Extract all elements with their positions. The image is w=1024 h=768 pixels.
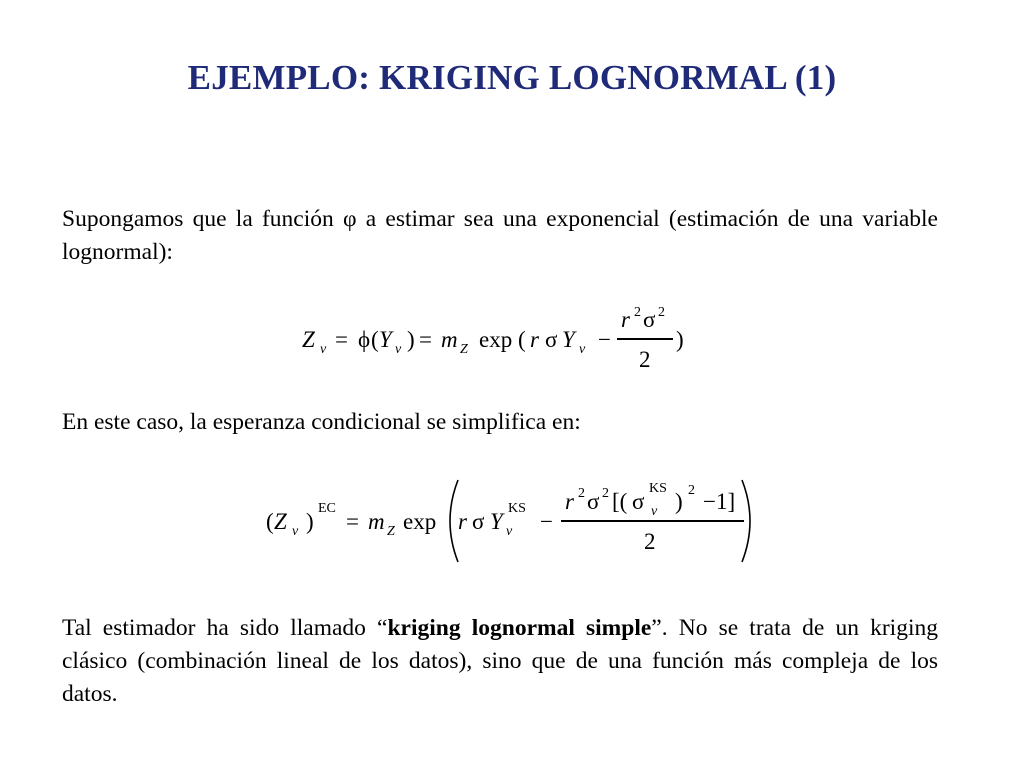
eq1-num-sigma: σ [643, 307, 656, 332]
paragraph-intro: Supongamos que la función φ a estimar sea una exponencial (estimación de una variable lognormal): [62, 206, 938, 265]
eq2-num-sub-v: v [651, 504, 658, 519]
eq2-num-sigma2: σ [632, 489, 645, 514]
eq2-num-exp-2c: 2 [688, 483, 695, 498]
eq2-num-r: r [565, 489, 574, 514]
eq2-denominator: 2 [644, 529, 656, 554]
eq2-sup-EC: EC [318, 501, 336, 516]
eq2-exp: exp [403, 509, 437, 534]
eq1-m: m [441, 327, 458, 352]
eq2-left-big-paren [440, 478, 462, 564]
eq2-lparen: ( [266, 509, 274, 534]
eq2-fraction-bar [561, 520, 744, 522]
eq2-sub-v2: v [506, 524, 513, 539]
eq1-phi: ϕ [358, 327, 371, 352]
eq2-sub-Z: Z [387, 524, 395, 539]
eq1-exp: exp [479, 327, 513, 352]
eq1-Y: Y [379, 327, 392, 352]
eq1-sub-v3: v [579, 342, 586, 357]
eq2-num-minus-one: −1] [703, 489, 736, 514]
eq2-num-sup-KS: KS [649, 481, 667, 496]
eq1-lparen2: ( [518, 327, 526, 352]
eq1-equals: = [335, 327, 348, 352]
eq1-minus: − [598, 327, 611, 352]
eq1-sub-v2: v [395, 342, 402, 357]
eq1-lparen: ( [371, 327, 379, 352]
eq1-fraction-bar [617, 338, 673, 340]
paragraph-conclusion [62, 612, 938, 711]
conclusion-text-after: ”. No se trata de un kriging clásico (combinación lineal de los datos), sino que de una función más compleja de los datos. [62, 615, 938, 707]
eq2-equals: = [346, 509, 359, 534]
eq2-num-lbracket: [( [612, 489, 628, 514]
eq1-sub-v: v [320, 342, 327, 357]
eq2-sub-v: v [292, 524, 299, 539]
eq2-num-rparen: ) [675, 489, 683, 514]
eq2-num-sigma: σ [587, 489, 600, 514]
eq2-sup-KS: KS [508, 501, 526, 516]
eq2-r: r [458, 509, 467, 534]
eq2-Y: Y [490, 509, 503, 534]
eq2-minus: − [540, 509, 553, 534]
eq2-num-exp-2b: 2 [602, 486, 609, 501]
eq1-rparen: ) [407, 327, 415, 352]
eq1-num-r: r [621, 307, 630, 332]
eq1-Z: Z [302, 327, 315, 352]
eq2-rparen: ) [306, 509, 314, 534]
slide-title: EJEMPLO: KRIGING LOGNORMAL (1) [187, 58, 837, 97]
eq1-num-exp-2b: 2 [658, 305, 665, 320]
eq1-rparen2: ) [676, 327, 684, 352]
eq1-denominator: 2 [639, 347, 651, 372]
eq1-equals2: = [419, 327, 432, 352]
eq2-right-big-paren [738, 478, 760, 564]
eq2-Z: Z [274, 509, 287, 534]
eq2-m: m [368, 509, 385, 534]
conclusion-text-before: Tal estimador ha sido llamado “ [62, 615, 388, 641]
eq1-r: r [530, 327, 539, 352]
eq2-num-exp-2a: 2 [578, 486, 585, 501]
conclusion-bold-term: kriging lognormal simple [387, 615, 652, 641]
eq2-sigma: σ [472, 509, 485, 534]
eq1-num-exp-2a: 2 [634, 305, 641, 320]
eq1-sub-Z: Z [460, 342, 468, 357]
paragraph-simplification: En este caso, la esperanza condicional se simplifica en: [62, 409, 581, 435]
eq1-Y2: Y [562, 327, 575, 352]
eq1-sigma: σ [545, 327, 558, 352]
